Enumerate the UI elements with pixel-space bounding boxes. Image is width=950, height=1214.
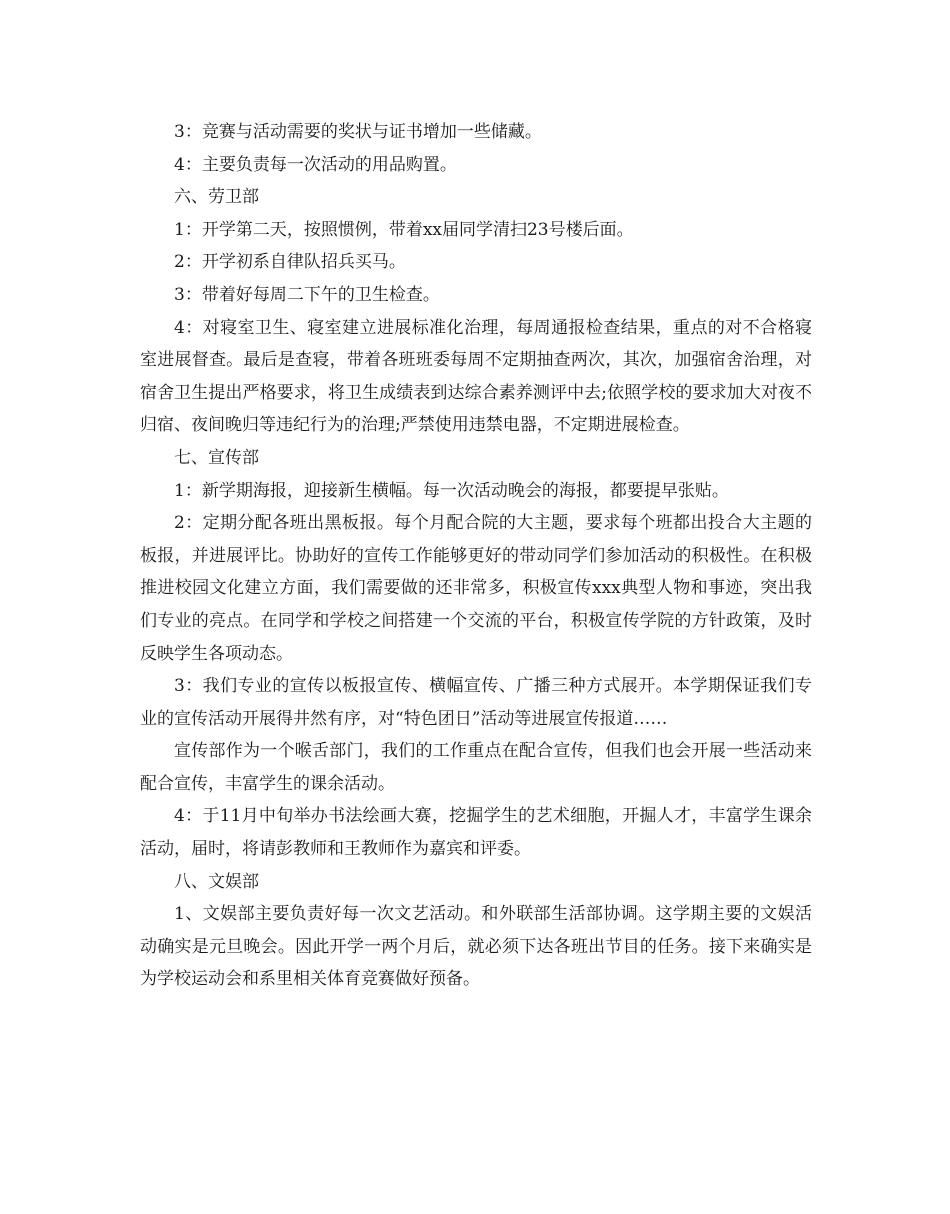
section-heading-entertainment: 八、文娱部 — [174, 871, 259, 892]
paragraph-blackboard-reports: 2：定期分配各班出黑板报。每个月配合院的大主题，要求每个班都出投合大主题的板报，并进展评比。协助好的宣传工作能够更好的带动同学们参加活动的积极性。在积极推进校园文化建立方面，我们需要做的还非常多，积极宣传xxx典型人物和事迹，突出我们专业的亮点。在同学和学校之间搭建一个交流的平台，积极宣传学院的方针政策，及时反映学生各项动态。 — [140, 513, 812, 664]
paragraph-dormitory-management: 4：对寝室卫生、寝室建立进展标准化治理，每周通报检查结果，重点的对不合格寝室进展督查。最后是查寝，带着各班班委每周不定期抽查两次，其次，加强宿舍治理，对宿舍卫生提出严格要求，将卫生成绩表到达综合素养测评中去;依照学校的要求加大对夜不归宿、夜间晚归等违纪行为的治理;严禁使用违禁电器，不定期进展检查。 — [140, 317, 812, 436]
paragraph-cleaning-day-two: 1：开学第二天，按照惯例，带着xx届同学清扫23号楼后面。 — [174, 219, 634, 240]
section-heading-publicity: 七、宣传部 — [174, 447, 259, 468]
paragraph-awards-storage: 3：竞赛与活动需要的奖状与证书增加一些储藏。 — [174, 122, 542, 142]
paragraph-publicity-methods: 3：我们专业的宣传以板报宣传、横幅宣传、广播三种方式展开。本学期保证我们专业的宣传活动开展得井然有序，对“特色团日”活动等进展宣传报道…… — [140, 676, 812, 729]
paragraph-posters-banners: 1：新学期海报，迎接新生横幅。每一次活动晚会的海报，都要提早张贴。 — [174, 480, 729, 501]
paragraph-tuesday-inspection: 3：带着好每周二下午的卫生检查。 — [174, 284, 440, 305]
paragraph-self-discipline-recruit: 2：开学初系自律队招兵买马。 — [174, 252, 406, 273]
paragraph-publicity-role: 宣传部作为一个喉舌部门，我们的工作重点在配合宣传，但我们也会开展一些活动来配合宣传，丰富学生的课余活动。 — [140, 741, 812, 794]
paragraph-entertainment-duties: 1、文娱部主要负责好每一次文艺活动。和外联部生活部协调。这学期主要的文娱活动确实是元旦晚会。因此开学一两个月后，就必须下达各班出节目的任务。接下来确实是为学校运动会和系里相关体育竞赛做好预备。 — [140, 904, 812, 990]
section-heading-labor-hygiene: 六、劳卫部 — [174, 187, 259, 208]
document-body — [140, 116, 812, 996]
paragraph-supplies-purchase: 4：主要负责每一次活动的用品购置。 — [174, 154, 457, 175]
paragraph-calligraphy-contest: 4：于11月中旬举办书法绘画大赛，挖掘学生的艺术细胞，开掘人才，丰富学生课余活动，届时，将请彭教师和王教师作为嘉宾和评委。 — [140, 806, 812, 860]
